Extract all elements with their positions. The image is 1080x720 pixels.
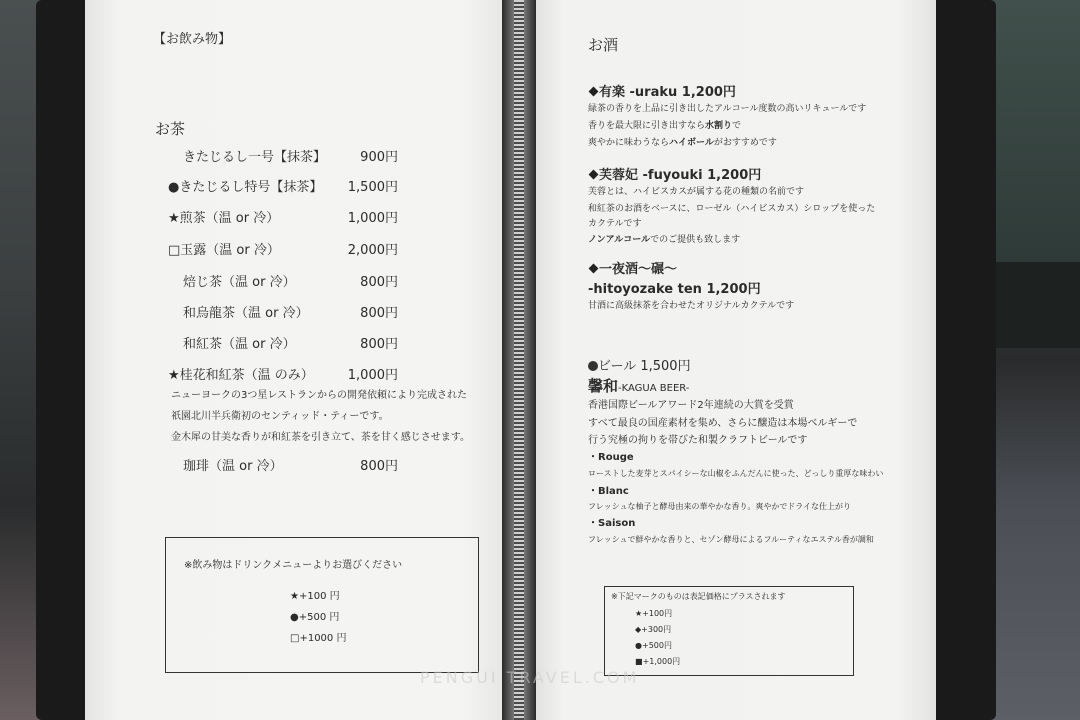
right-menu-page bbox=[536, 0, 936, 720]
tea-item-price: 1,000円 bbox=[347, 211, 398, 226]
notice-line: ◆+300円 bbox=[635, 625, 672, 634]
uraku-line: 爽やかに味わうならハイボールがおすすめです bbox=[588, 138, 777, 148]
tea-item-price: 1,500円 bbox=[347, 180, 398, 195]
star-mark-icon: ★ bbox=[635, 609, 643, 618]
tea-item-name: 和烏龍茶（温 or 冷） bbox=[183, 306, 309, 321]
drinks-header: 【お飲み物】 bbox=[153, 32, 232, 47]
diamond-mark-icon: ◆ bbox=[635, 625, 642, 634]
tea-item-price: 2,000円 bbox=[347, 243, 398, 258]
tea-item-name: ●きたじるし特号【抹茶】 bbox=[168, 180, 323, 195]
tea-item-name: ★煎茶（温 or 冷） bbox=[168, 211, 280, 226]
hitoyozake-title: 一夜酒〜碾〜 bbox=[588, 263, 677, 276]
beer-line: 香港国際ビールアワード2年連続の大賞を受賞 bbox=[588, 400, 794, 411]
uraku-line: 香りを最大限に引き出すなら水割りで bbox=[588, 121, 742, 131]
tea-item-price: 1,000円 bbox=[347, 368, 398, 383]
tea-item-price: 800円 bbox=[360, 275, 398, 290]
beer-brand: 馨和-KAGUA BEER- bbox=[588, 377, 690, 395]
square-mark-icon: ■ bbox=[635, 657, 643, 666]
surcharge-notice-box bbox=[604, 586, 854, 676]
beer-line: 行う究極の拘りを帯びた和製クラフトビールです bbox=[588, 435, 808, 446]
square-mark-icon: □ bbox=[290, 633, 300, 644]
fuyouki-line: ノンアルコールでのご提供も致します bbox=[588, 235, 741, 245]
diamond-mark-icon bbox=[589, 264, 599, 274]
table-edge bbox=[985, 262, 1080, 348]
beer-variety-desc: ローストした麦芽とスパイシーな山椒をふんだんに使った、どっしり重厚な味わい bbox=[588, 469, 884, 478]
tea-item-name: 焙じ茶（温 or 冷） bbox=[183, 275, 296, 290]
circle-mark-icon: ● bbox=[290, 612, 299, 623]
tea-item-name: 和紅茶（温 or 冷） bbox=[183, 337, 296, 352]
notice-line: ■+1,000円 bbox=[635, 657, 681, 666]
uraku-title: 有楽 -uraku 1,200円 bbox=[588, 86, 736, 99]
hitoyozake-line: 甘酒に高級抹茶を合わせたオリジナルカクテルです bbox=[588, 301, 795, 311]
fuyouki-line: 和紅茶のお酒をベースに、ローゼル（ハイビスカス）シロップを使った bbox=[588, 204, 876, 214]
alcohol-section-title: お酒 bbox=[588, 36, 619, 54]
fuyouki-line: カクテルです bbox=[588, 219, 642, 229]
watermark: PENGUI TRAVEL.COM bbox=[420, 668, 640, 687]
fuyouki-title: 芙蓉妃 -fuyouki 1,200円 bbox=[588, 169, 761, 182]
tea-item-name: きたじるし一号【抹茶】 bbox=[183, 150, 327, 165]
notice-title: ※下記マークのものは表記価格にプラスされます bbox=[611, 592, 786, 601]
notice-line: ●+500 円 bbox=[290, 612, 340, 623]
tea-description-line: 金木犀の甘美な香りが和紅茶を引き立て、茶を甘く感じさせます。 bbox=[171, 432, 470, 443]
drink-menu-notice-box bbox=[165, 537, 479, 673]
beer-line: すべて最良の国産素材を集め、さらに醸造は本場ベルギーで bbox=[588, 418, 858, 429]
notice-line: ★+100 円 bbox=[290, 591, 340, 602]
beer-variety-name: ・Rouge bbox=[588, 452, 634, 463]
tea-description-line: 祇園北川半兵衛初のセンティッド・ティーです。 bbox=[171, 411, 389, 422]
notice-line: ★+100円 bbox=[635, 609, 673, 618]
diamond-mark-icon bbox=[589, 87, 599, 97]
coffee-name: 珈琲（温 or 冷） bbox=[183, 459, 283, 474]
diamond-mark-icon bbox=[589, 170, 599, 180]
circle-mark-icon: ● bbox=[635, 641, 642, 650]
beer-title: ビール 1,500円 bbox=[588, 360, 691, 373]
tea-description-line: ニューヨークの3つ星レストランからの開発依頼により完成された bbox=[171, 390, 468, 401]
beer-variety-desc: フレッシュで鮮やかな香りと、セゾン酵母によるフルーティなエステル香が調和 bbox=[588, 535, 874, 544]
star-mark-icon: ★ bbox=[290, 591, 299, 602]
notice-line: ●+500円 bbox=[635, 641, 672, 650]
tea-item-price: 800円 bbox=[360, 306, 398, 321]
coffee-price: 800円 bbox=[360, 459, 398, 474]
beer-variety-name: ・Blanc bbox=[588, 486, 629, 497]
star-mark-icon: ★ bbox=[168, 368, 180, 383]
tea-section-title: お茶 bbox=[155, 120, 186, 138]
circle-mark-icon bbox=[588, 361, 598, 371]
hitoyozake-subtitle: -hitoyozake ten 1,200円 bbox=[588, 282, 761, 297]
notice-line: □+1000 円 bbox=[290, 633, 347, 644]
tea-item-name: □玉露（温 or 冷） bbox=[168, 243, 280, 258]
binder-spiral bbox=[514, 0, 524, 720]
table-surface-right bbox=[985, 0, 1080, 720]
fuyouki-line: 芙蓉とは、ハイビスカスが属する花の種類の名前です bbox=[588, 187, 805, 197]
square-mark-icon: □ bbox=[168, 243, 181, 258]
tea-item-price: 800円 bbox=[360, 337, 398, 352]
left-menu-page bbox=[85, 0, 505, 720]
star-mark-icon: ★ bbox=[168, 211, 180, 226]
notice-title: ※飲み物はドリンクメニューよりお選びください bbox=[184, 560, 403, 571]
uraku-line: 緑茶の香りを上品に引き出したアルコール度数の高いリキュールです bbox=[588, 104, 867, 114]
tea-item-price: 900円 bbox=[360, 150, 398, 165]
beer-variety-name: ・Saison bbox=[588, 518, 636, 529]
beer-variety-desc: フレッシュな柚子と酵母由来の華やかな香り。爽やかでドライな仕上がり bbox=[588, 502, 852, 511]
tea-item-name: ★桂花和紅茶（温 のみ） bbox=[168, 368, 314, 383]
circle-mark-icon: ● bbox=[168, 180, 180, 195]
